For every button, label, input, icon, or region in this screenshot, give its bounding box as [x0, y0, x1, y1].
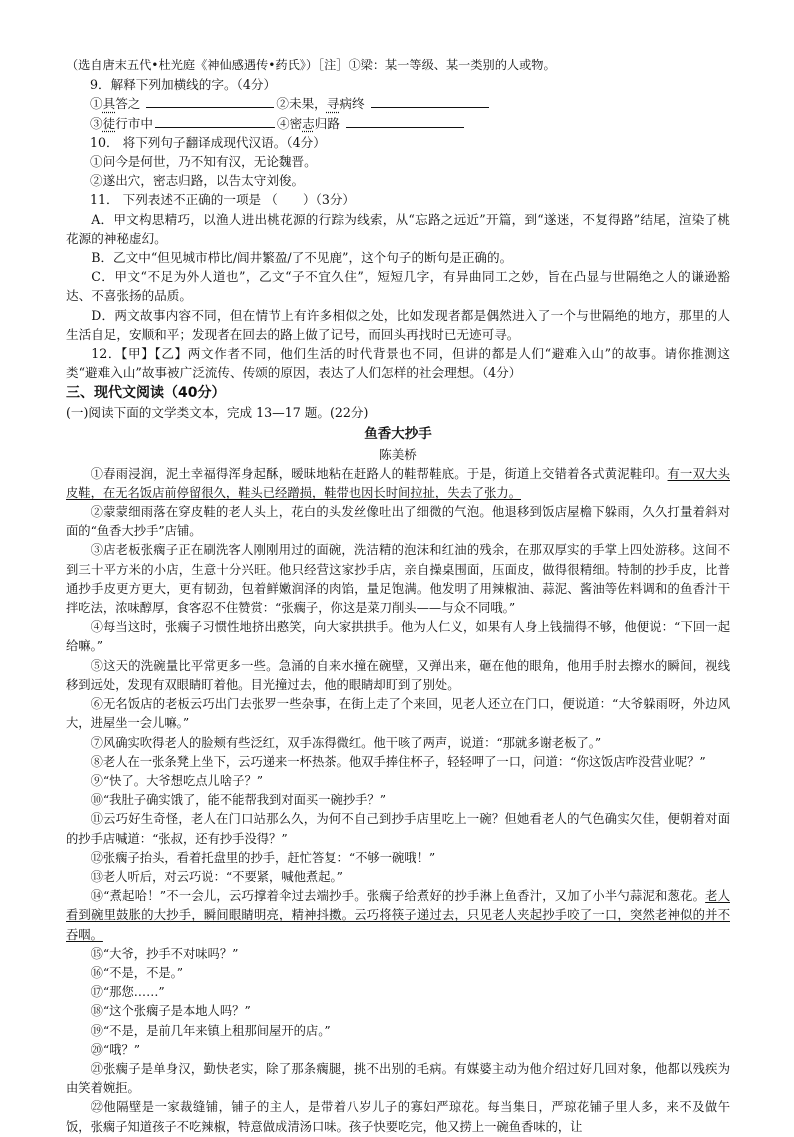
story-author: 陈美桥 [379, 446, 417, 462]
underlined-sentence: 有一双大头皮鞋，在无名饭店前停留很久，鞋头已经蹭损，鞋带也因长时间拉扯，失去了张力。 [66, 466, 730, 500]
q10-s2: ②遂出穴，密志归路，以告太守刘俊。 [90, 173, 305, 189]
story-paragraph: ④每当这时，张瘸子习惯性地挤出憨笑，向大家拱拱手。他为人仁义，如果有人身上钱揣得不够，他便说：“下回一起给嘛。” [66, 620, 730, 654]
underlined-sentence: 老人看到碗里鼓胀的大抄手，瞬间眼睛明亮，精神抖擞。云巧将筷子递过去，只见老人夹起抄手咬了一口，突然老神似的并不吞咽。 [66, 889, 730, 942]
marked-char: 志 [302, 115, 315, 131]
story-paragraph: ⑰“那您……” [90, 985, 165, 1000]
q9-row-2: ③徒行市中 ④密志归路 [66, 114, 730, 133]
section-heading: 三、现代文阅读（40分） [66, 385, 226, 402]
source-note: （选自唐末五代•杜光庭《神仙感遇传•药氏》）［注］①梁：某一等级、某一类别的人或物。 [66, 58, 556, 72]
q10-s1: ①问今是何世，乃不知有汉，无论魏晋。 [90, 154, 317, 170]
marked-char: 徒 [102, 115, 116, 131]
story-title: 鱼香大抄手 [364, 425, 432, 442]
story-paragraph: ②蒙蒙细雨落在穿皮鞋的老人头上，花白的头发丝像吐出了细微的气泡。他退移到饭店屋檐下躲雨，久久打量着斜对面的“鱼香大抄手”店铺。 [66, 505, 730, 539]
story-paragraph: ㉒他隔壁是一家裁缝铺，铺子的主人，是带着八岁儿子的寡妇严琼花。每当集日，严琼花铺子里人多，来不及做午饭，张瘸子知道孩子不吃辣椒，特意做成清汤口味。孩子快要吃完，他又捞上一碗鱼香味的，让 [66, 1100, 730, 1134]
story-paragraph: ⑪云巧好生奇怪，老人在门口站那么久，为何不自己到抄手店里吃上一碗？但她看老人的气色确实欠佳，便朝着对面的抄手店喊道：“张叔，还有抄手没得？” [66, 812, 730, 846]
story-paragraph: ⑥无名饭店的老板云巧出门去张罗一些杂事，在街上走了个来回，见老人还立在门口，便说道：“大爷躲雨呀，外边风大，进屋坐一会儿嘛。” [66, 697, 730, 731]
q11-option-c: C．甲文“不足为外人道也”，乙文“子不宜久住”，短短几字，有异曲同工之妙，旨在凸显与世隔绝之人的谦逊豁达、不喜张扬的品质。 [66, 269, 730, 304]
q11-option-b: B．乙文中“但见城市栉比/闾井繁盈/了不见鹿”，这个句子的断句是正确的。 [91, 250, 513, 266]
story-paragraph: ⑨“快了。大爷想吃点儿啥子？” [90, 773, 264, 788]
marked-char: 具 [102, 96, 116, 112]
q12: 12．【甲】【乙】两文作者不同，他们生活的时代背景也不同，但讲的都是人们“避难入山”的故事。请你推测这类“避难入山”故事被广泛流传、传颂的原因，表达了人们怎样的社会理想。（4分） [66, 346, 730, 381]
q10-stem: 10． 将下列句子翻译成现代汉语。（4分） [90, 134, 326, 150]
story-paragraph: ③店老板张瘸子正在刷洗客人刚刚用过的面碗，洗洁精的泡沫和红油的残余，在那双厚实的手掌上四处游移。这间不到三十平方米的小店，生意十分兴旺。他只经营这家抄手店，亲自操桌围面，压面皮，做得很精细。特制的抄手皮，比普通抄手皮更方更大，更有韧劲，包着鲜嫩润泽的肉馅，量足饱满。他发明了用辣椒油、蒜泥、酱油等佐料调和的鱼香汁干拌吃法，浓味醇厚，食客忍不住赞赏：“张瘸子，你这是菜刀削头——与众不同哦。” [66, 543, 730, 616]
answer-blank[interactable] [371, 94, 489, 108]
story-paragraph: ⑩“我肚子确实饿了，能不能帮我到对面买一碗抄手？” [90, 793, 386, 808]
q9-row-1: ①具答之 ②未果，寻病终 [66, 94, 730, 113]
q11-option-a: A．甲文构思精巧，以渔人进出桃花源的行踪为线索，从“忘路之远近”开篇，到“遂迷，不复得路”结尾，渲染了桃花源的神秘虚幻。 [66, 211, 730, 246]
marked-char: 寻 [326, 96, 340, 112]
story-paragraph: ⑮“大爷，抄手不对味吗？” [90, 946, 239, 961]
story-paragraph: ㉑张瘸子是单身汉，勤快老实，除了那条瘸腿，挑不出别的毛病。有媒婆主动为他介绍过好几回对象，他都以残疾为由笑着婉拒。 [66, 1061, 730, 1096]
answer-blank[interactable] [146, 94, 274, 108]
story-paragraph: ⑭“煮起哈！”不一会儿，云巧撑着伞过去端抄手。张瘸子给煮好的抄手淋上鱼香汁，又加了小半勺蒜泥和葱花。老人看到碗里鼓胀的大抄手，瞬间眼睛明亮，精神抖擞。云巧将筷子递过去，只见老人夹起抄手咬了一口，突然老神似的并不吞咽。 [66, 889, 730, 942]
story-paragraph: ⑱“这个张瘸子是本地人吗？” [90, 1004, 251, 1019]
story-paragraph: ⑤这天的洗碗量比平常更多一些。急涌的自来水撞在碗壁，又弹出来，砸在他的眼角，他用手肘去擦水的瞬间，视线移到远处，发现有双眼睛盯着他。目光撞过去，他的眼睛却盯到了别处。 [66, 658, 730, 692]
q11-option-d: D．两文故事内容不同，但在情节上有许多相似之处，比如发现者都是偶然进入了一个与世隔绝的地方，那里的人生活自足，安顺和平；发现者在回去的路上做了记号，而回头再找时已无迹可寻。 [66, 307, 730, 342]
story-paragraph: ⑫张瘸子抬头，看着托盘里的抄手，赶忙答复：“不够一碗哦！” [90, 850, 436, 865]
story-paragraph: ⑯“不是，不是。” [90, 965, 184, 980]
answer-blank[interactable] [155, 114, 275, 128]
q9-stem: 9．解释下列加横线的字。（4分） [90, 77, 277, 93]
story-paragraph: ⑳“哦？” [90, 1042, 141, 1057]
story-paragraph: ⑲“不是，是前几年来镇上租那间屋开的店。” [90, 1023, 331, 1038]
story-paragraph: ⑦风确实吹得老人的脸颊有些泛红，双手冻得微红。他干咳了两声，说道：“那就多谢老板了。” [90, 735, 602, 750]
q11-stem: 11． 下列表述不正确的一项是 （ ）（3分） [90, 192, 356, 208]
answer-blank[interactable] [346, 114, 464, 128]
story-paragraph: ①春雨浸润，泥土幸福得浑身起酥，暧昧地粘在赶路人的鞋帮鞋底。于是，街道上交错着各式黄泥鞋印。有一双大头皮鞋，在无名饭店前停留很久，鞋头已经蹭损，鞋带也因长时间拉扯，失去了张力。 [66, 466, 730, 500]
exam-page [66, 56, 730, 1137]
story-paragraph: ⑧老人在一张条凳上坐下，云巧递来一杯热茶。他双手捧住杯子，轻轻呷了一口，问道：“你这饭店咋没营业呢？” [90, 754, 706, 769]
reading-intro: (一)阅读下面的文学类文本，完成 13—17 题。(22分) [66, 405, 369, 421]
story-paragraph: ⑬老人听后，对云巧说：“不要紧，喊他煮起。” [90, 869, 343, 884]
